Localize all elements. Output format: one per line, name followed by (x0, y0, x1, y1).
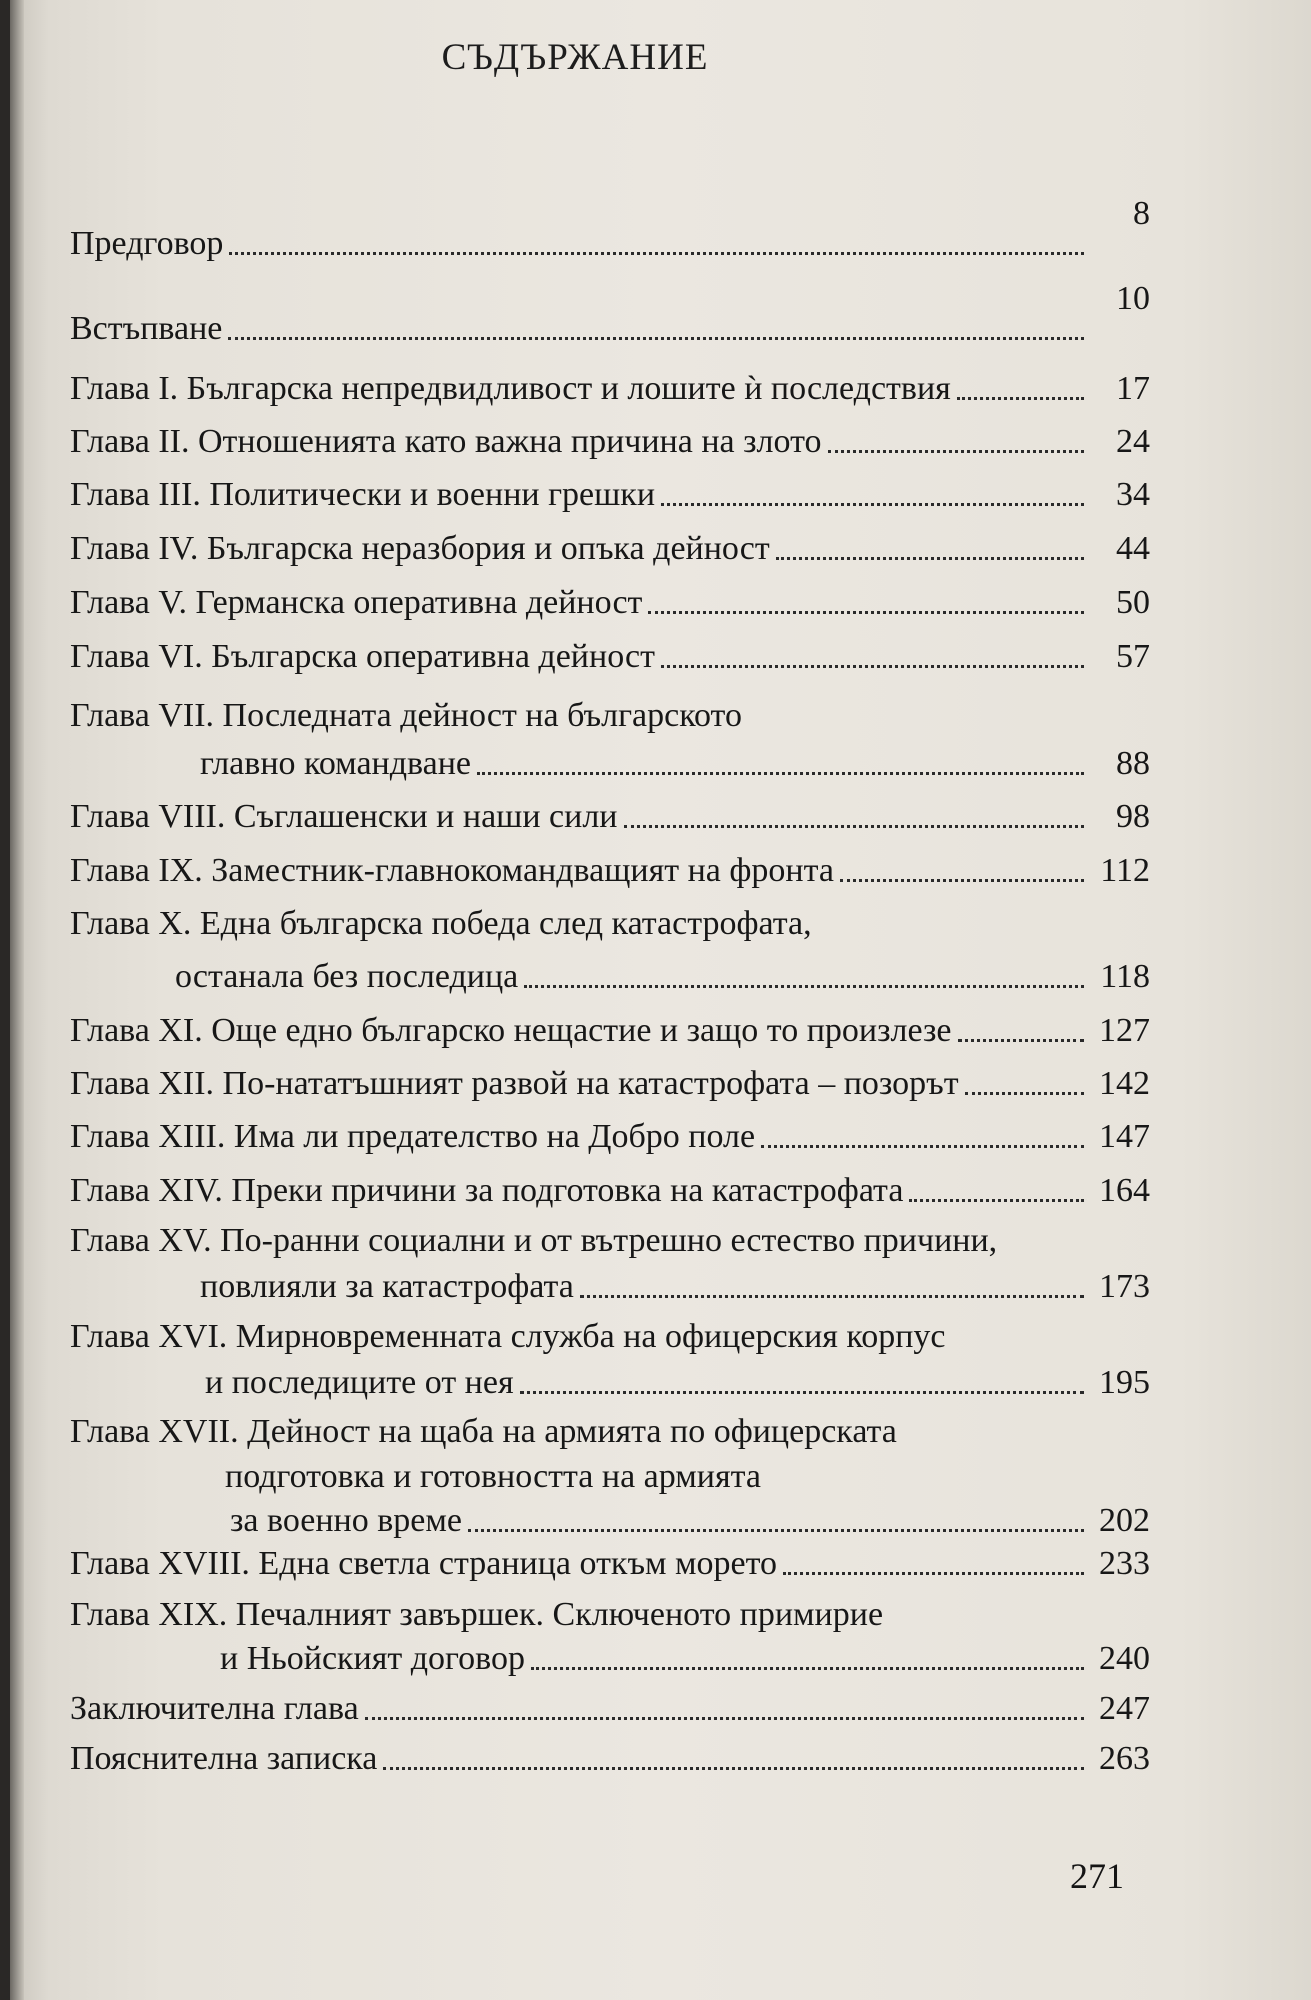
toc-entry-chapter-18[interactable] (70, 1545, 1150, 1583)
toc-entry-chapter-11[interactable] (70, 1012, 1150, 1050)
toc-entry-chapter-10-line1: Глава X. Една българска победа след катастрофата, (70, 905, 812, 942)
dot-leader (661, 665, 1084, 668)
dot-leader (624, 825, 1085, 828)
toc-entry-label: Глава III. Политически и военни грешки (70, 476, 656, 513)
toc-entry-label-continued: повлияли за катастрофата (200, 1268, 574, 1305)
toc-entry-chapter-16-line1: Глава XVI. Мирновременната служба на офицерския корпус (70, 1318, 946, 1355)
toc-entry-preface[interactable] (70, 195, 1150, 263)
toc-entry-chapter-15[interactable] (70, 1268, 1150, 1306)
toc-page-number: 164 (1099, 1172, 1150, 1209)
dot-leader (580, 1295, 1084, 1298)
toc-entry-chapter-9[interactable] (70, 852, 1150, 890)
dot-leader (383, 1767, 1084, 1770)
toc-page-number: 98 (1116, 798, 1150, 835)
page-title: СЪДЪРЖАНИЕ (441, 37, 709, 78)
toc-page-number: 240 (1099, 1640, 1150, 1677)
toc-page-number: 112 (1100, 852, 1150, 889)
toc-entry-label: Глава I. Българска непредвидливост и лошите ѝ последствия (70, 370, 951, 407)
toc-entry-label-continued: и Ньойският договор (220, 1640, 525, 1677)
toc-entry-label: Глава XVIII. Една светла страница откъм морето (70, 1545, 778, 1582)
toc-page-number: 202 (1099, 1502, 1150, 1539)
dot-leader (783, 1572, 1084, 1575)
dot-leader (909, 1199, 1084, 1202)
toc-entry-label: Глава VI. Българска оперативна дейност (70, 638, 655, 675)
toc-entry-chapter-2[interactable] (70, 423, 1150, 461)
toc-entry-chapter-15-line1: Глава XV. По-ранни социални и от вътрешно естество причини, (70, 1222, 998, 1259)
dot-leader (957, 397, 1084, 400)
dot-leader (468, 1529, 1084, 1532)
toc-page-number: 233 (1099, 1545, 1150, 1582)
toc-entry-chapter-17-line1: Глава XVII. Дейност на щаба на армията по офицерската (70, 1413, 897, 1450)
toc-entry-explanatory-note[interactable] (70, 1740, 1150, 1778)
toc-entry-label-continued: за военно време (230, 1502, 462, 1539)
toc-page-number: 34 (1116, 476, 1150, 513)
dot-leader (648, 611, 1084, 614)
toc-entry-label: Глава IV. Българска неразбория и опъка дейност (70, 530, 770, 567)
toc-entry-chapter-5[interactable] (70, 584, 1150, 622)
toc-page-number: 118 (1100, 958, 1150, 995)
toc-page-number: 44 (1116, 530, 1150, 567)
toc-entry-chapter-4[interactable] (70, 530, 1150, 568)
dot-leader (228, 337, 1084, 340)
dot-leader (524, 985, 1084, 988)
dot-leader (531, 1667, 1084, 1670)
toc-entry-label: Глава V. Германска оперативна дейност (70, 584, 643, 621)
toc-entry-chapter-7-line1: Глава VII. Последната дейност на българското (70, 697, 742, 734)
toc-page-number: 173 (1099, 1268, 1150, 1305)
toc-entry-chapter-14[interactable] (70, 1172, 1150, 1210)
toc-page-number: 57 (1116, 638, 1150, 675)
toc-entry-chapter-19-line1: Глава XIX. Печалният завършек. Сключеното примирие (70, 1596, 884, 1633)
toc-entry-chapter-19[interactable] (70, 1640, 1150, 1678)
dot-leader (840, 879, 1084, 882)
toc-entry-label: Глава II. Отношенията като важна причина на злото (70, 423, 822, 460)
toc-page-number: 127 (1099, 1012, 1150, 1049)
toc-page-number: 10 (1116, 280, 1150, 317)
toc-entry-label: Глава VIII. Съглашенски и наши сили (70, 798, 618, 835)
toc-entry-label: Глава XIV. Преки причини за подготовка на катастрофата (70, 1172, 904, 1209)
toc-entry-label: Глава XIII. Има ли предателство на Добро поле (70, 1118, 756, 1155)
toc-entry-chapter-17[interactable] (70, 1502, 1150, 1540)
toc-entry-chapter-16[interactable] (70, 1364, 1150, 1402)
dot-leader (828, 450, 1085, 453)
toc-page-number: 247 (1099, 1690, 1150, 1727)
toc-entry-chapter-10[interactable] (70, 958, 1150, 996)
toc-entry-label: Предговор (70, 225, 224, 262)
toc-entry-chapter-13[interactable] (70, 1118, 1150, 1156)
toc-page-number: 88 (1116, 745, 1150, 782)
page-edge-shadow (10, 0, 24, 2000)
toc-entry-conclusion[interactable] (70, 1690, 1150, 1728)
toc-entry-label: Глава IX. Заместник-главнокомандващият на фронта (70, 852, 834, 889)
book-page (10, 0, 1311, 2000)
toc-page-number: 263 (1099, 1740, 1150, 1777)
dot-leader (229, 252, 1084, 255)
page-number: 271 (1070, 1856, 1124, 1896)
toc-page-number: 24 (1116, 423, 1150, 460)
toc-entry-label: Глава XI. Още едно българско нещастие и защо то произлезе (70, 1012, 952, 1049)
toc-entry-chapter-1[interactable] (70, 370, 1150, 408)
toc-page-number: 17 (1116, 370, 1150, 407)
dot-leader (661, 503, 1084, 506)
toc-entry-label: Встъпване (70, 310, 223, 347)
toc-entry-chapter-12[interactable] (70, 1065, 1150, 1103)
toc-entry-label-continued: главно командване (200, 745, 472, 782)
toc-page-number: 8 (1133, 195, 1150, 232)
dot-leader (761, 1145, 1084, 1148)
toc-entry-chapter-3[interactable] (70, 476, 1150, 514)
toc-entry-introduction[interactable] (70, 280, 1150, 348)
dot-leader (965, 1092, 1084, 1095)
toc-entry-label-continued: останала без последица (175, 958, 519, 995)
toc-entry-label: Пояснителна записка (70, 1740, 378, 1777)
dot-leader (477, 772, 1084, 775)
toc-page-number: 195 (1099, 1364, 1150, 1401)
toc-page-number: 50 (1116, 584, 1150, 621)
dot-leader (365, 1717, 1084, 1720)
toc-entry-chapter-8[interactable] (70, 798, 1150, 836)
dot-leader (958, 1039, 1084, 1042)
toc-entry-chapter-7[interactable] (70, 745, 1150, 783)
toc-page-number: 142 (1099, 1065, 1150, 1102)
toc-entry-label: Глава XII. По-нататъшният развой на катастрофата – позорът (70, 1065, 959, 1102)
dot-leader (520, 1391, 1084, 1394)
toc-entry-chapter-17-line2: подготовка и готовността на армията (225, 1458, 761, 1495)
toc-page-number: 147 (1099, 1118, 1150, 1155)
toc-entry-label: Заключителна глава (70, 1690, 359, 1727)
toc-entry-chapter-6[interactable] (70, 638, 1150, 676)
toc-entry-label-continued: и последиците от нея (205, 1364, 514, 1401)
dot-leader (776, 557, 1084, 560)
